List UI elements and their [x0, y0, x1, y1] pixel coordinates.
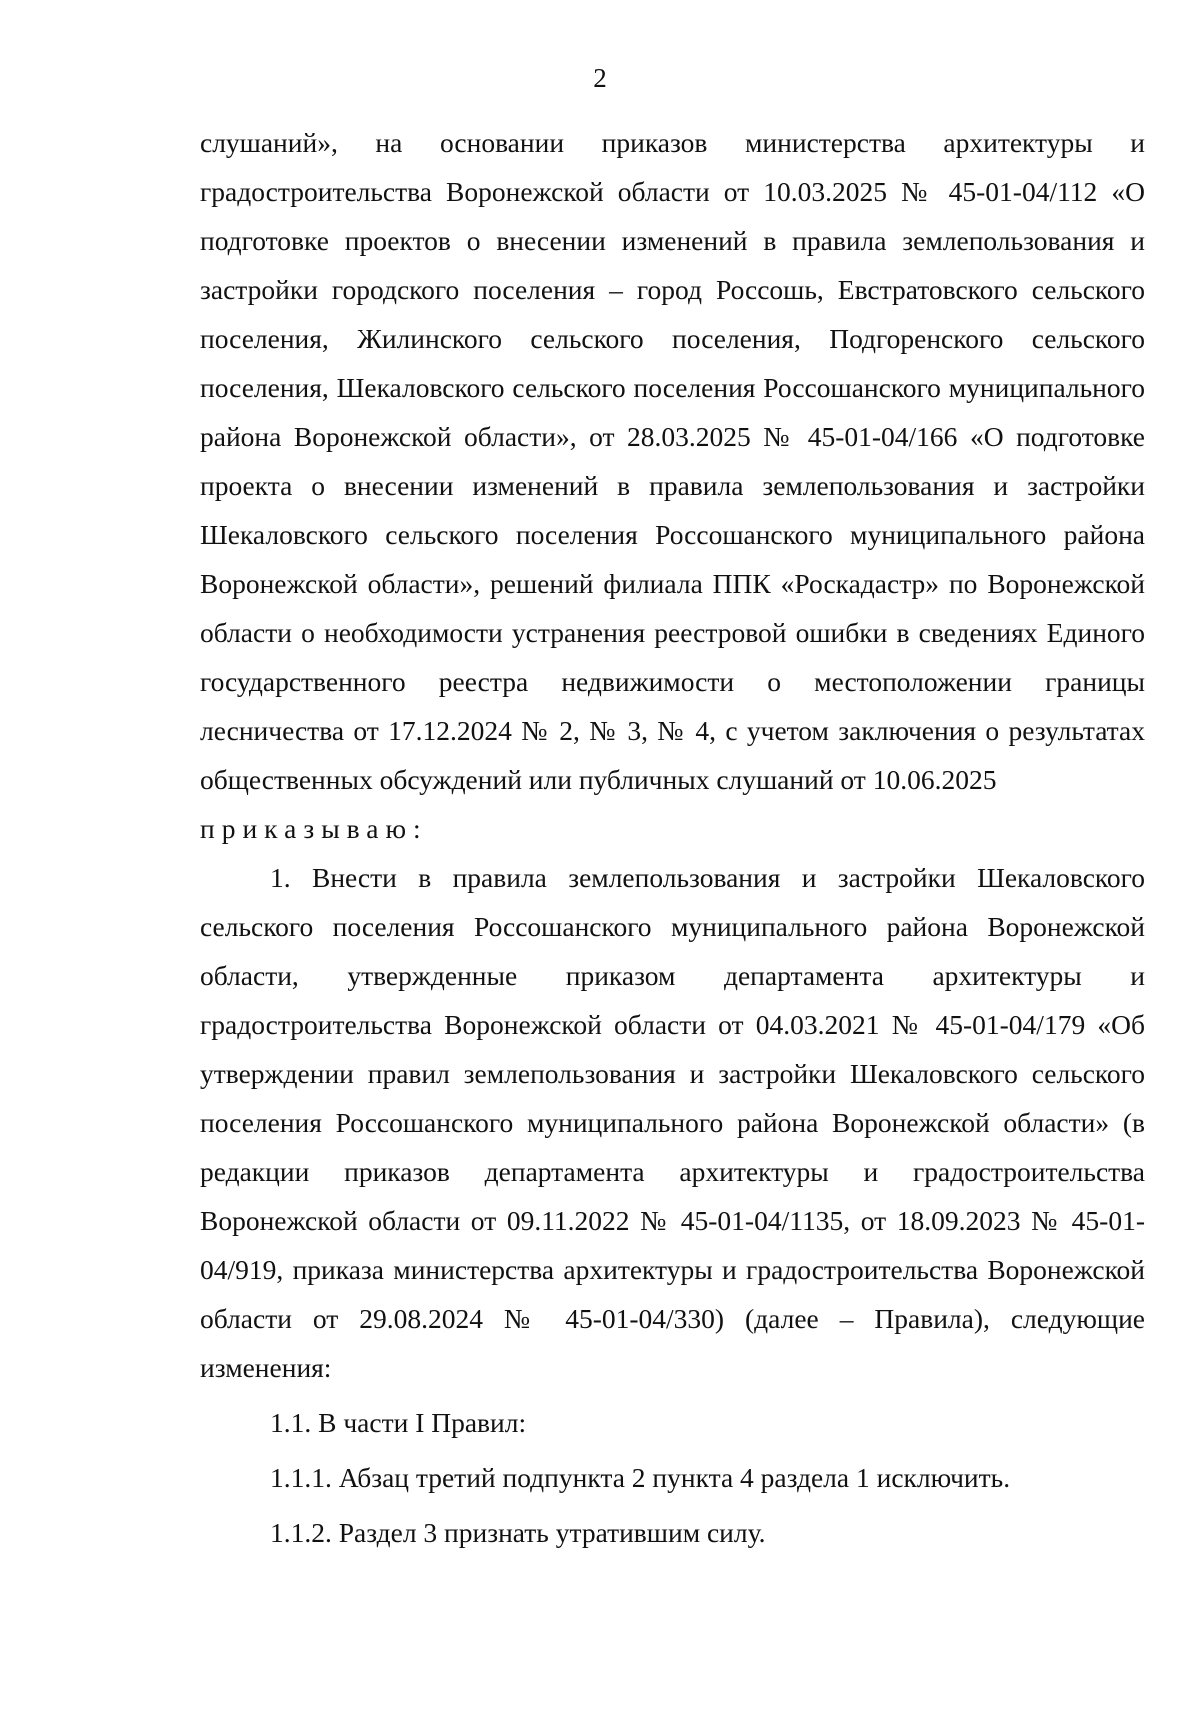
- item-1-1-1-paragraph: 1.1.1. Абзац третий подпункта 2 пункта 4 раздела 1 исключить.: [270, 1462, 1011, 1493]
- item-1-paragraph: 1. Внести в правила землепользования и застройки Шекаловского сельского поселения Россошанского муниципального района Воронежской области, утвержденные приказом департамента архитектуры и градостроительства Воронежской области от 04.03.2021 № 45-01-04/179 «Об утверждении правил землепользования и застройки Шекаловского сельского поселения Россошанского муниципального района Воронежской области» (в редакции приказов департамента архитектуры и градостроительства Воронежской области от 09.11.2022 № 45-01-04/1135, от 18.09.2023 № 45-01-04/919, приказа министерства архитектуры и градостроительства Воронежской области от 29.08.2024 № 45-01-04/330) (далее – Правила), следующие изменения:: [200, 862, 1145, 1383]
- page-number: 2: [593, 63, 607, 93]
- item-1-1-2-paragraph: 1.1.2. Раздел 3 признать утратившим силу.: [270, 1517, 766, 1548]
- document-body: [200, 118, 1145, 1557]
- intro-paragraph: слушаний», на основании приказов министерства архитектуры и градостроительства Воронежской области от 10.03.2025 № 45-01-04/112 «О подготовке проектов о внесении изменений в правила землепользования и застройки городского поселения – город Россошь, Евстратовского сельского поселения, Жилинского сельского поселения, Подгоренского сельского поселения, Шекаловского сельского поселения Россошанского муниципального района Воронежской области», от 28.03.2025 № 45-01-04/166 «О подготовке проекта о внесении изменений в правила землепользования и застройки Шекаловского сельского поселения Россошанского муниципального района Воронежской области», решений филиала ППК «Роскадастр» по Воронежской области о необходимости устранения реестровой ошибки в сведениях Единого государственного реестра недвижимости о местоположении границы лесничества от 17.12.2024 № 2, № 3, № 4, с учетом заключения о результатах общественных обсуждений или публичных слушаний от 10.06.2025: [200, 127, 1145, 795]
- order-word: приказываю:: [200, 813, 428, 844]
- item-1-1-paragraph: 1.1. В части I Правил:: [270, 1407, 527, 1438]
